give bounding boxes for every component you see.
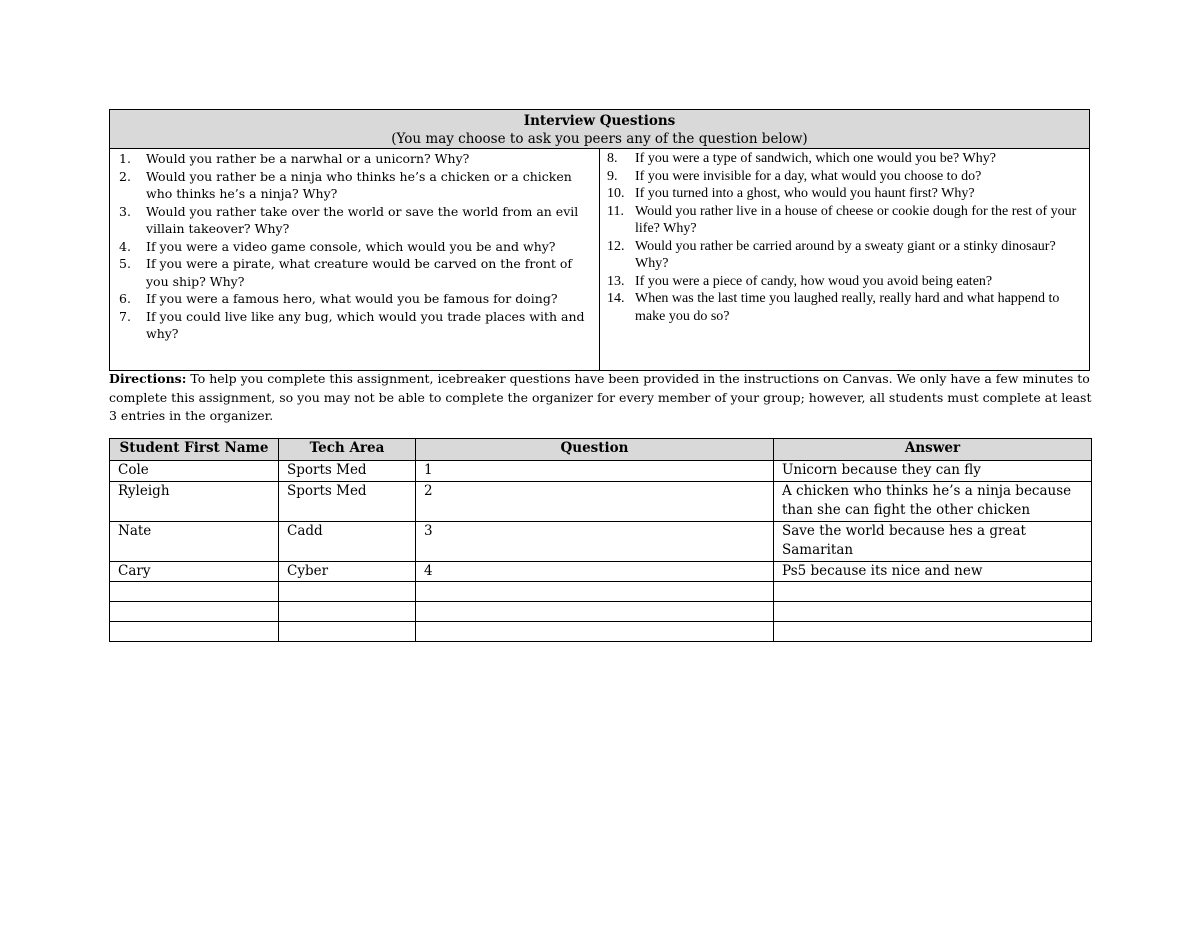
question-item: [600, 203, 1089, 238]
table-row: [110, 602, 1092, 622]
student-first-name-cell[interactable]: Ryleigh: [110, 481, 279, 521]
question-cell[interactable]: [416, 602, 774, 622]
student-first-name-cell[interactable]: [110, 602, 279, 622]
question-cell[interactable]: [416, 582, 774, 602]
table-row: [110, 461, 1092, 482]
directions-paragraph: [109, 370, 1094, 426]
questions-subtitle: (You may choose to ask you peers any of the question below): [391, 131, 808, 147]
table-row: [110, 582, 1092, 602]
question-item: [600, 168, 1089, 186]
answer-cell[interactable]: [774, 602, 1092, 622]
answer-cell[interactable]: [774, 582, 1092, 602]
column-header-question: Question: [416, 439, 774, 461]
question-cell[interactable]: 2: [416, 481, 774, 521]
question-text: If you were invisible for a day, what would you choose to do?: [635, 168, 982, 184]
question-number: 9.: [607, 168, 618, 184]
student-first-name-cell[interactable]: Cole: [110, 461, 279, 482]
question-number: 4.: [119, 238, 131, 254]
question-text: Would you rather be carried around by a sweaty giant or a stinky dinosaur? Why?: [635, 238, 1056, 271]
question-number: 5.: [119, 256, 131, 271]
question-item: [110, 203, 599, 238]
tech-area-cell[interactable]: Cyber: [279, 561, 416, 582]
answer-cell[interactable]: [774, 622, 1092, 642]
question-number: 2.: [119, 168, 131, 184]
question-cell[interactable]: 3: [416, 521, 774, 561]
organizer-table: [109, 438, 1092, 642]
question-item: [600, 150, 1089, 168]
question-number: 1.: [119, 151, 131, 166]
question-number: 3.: [119, 203, 131, 219]
question-number: 10.: [607, 186, 625, 201]
question-text: If you were a piece of candy, how woud you avoid being eaten?: [635, 273, 993, 289]
question-text: If you were a type of sandwich, which one would you be? Why?: [635, 151, 996, 166]
question-text: If you were a video game console, which would you be and why?: [146, 238, 556, 254]
question-text: When was the last time you laughed really, really hard and what happend to make you do so?: [635, 291, 1060, 324]
question-cell[interactable]: 4: [416, 561, 774, 582]
question-item: [110, 238, 599, 256]
directions-text: To help you complete this assignment, icebreaker questions have been provided in the instructions on Canvas. We only have a few minutes to complete this assignment, so you may not be able to complete the organizer for every member of your group; however, all students must complete at least 3 entries in the organizer.: [109, 371, 1092, 423]
question-number: 14.: [607, 291, 625, 306]
question-text: If you could live like any bug, which would you trade places with and why?: [146, 308, 585, 341]
table-row: [110, 521, 1092, 561]
questions-body: [110, 149, 1089, 370]
questions-left-column: [110, 149, 600, 370]
organizer-header-row: [110, 439, 1092, 461]
question-item: [110, 255, 599, 290]
question-number: 11.: [607, 203, 624, 219]
question-text: Would you rather be a narwhal or a unicorn? Why?: [146, 151, 470, 166]
question-text: If you turned into a ghost, who would you haunt first? Why?: [635, 186, 975, 201]
student-first-name-cell[interactable]: [110, 582, 279, 602]
tech-area-cell[interactable]: Cadd: [279, 521, 416, 561]
question-number: 7.: [119, 308, 131, 324]
questions-right-column: [600, 149, 1089, 370]
student-first-name-cell[interactable]: [110, 622, 279, 642]
question-number: 8.: [607, 151, 618, 166]
question-cell[interactable]: 1: [416, 461, 774, 482]
column-header-answer: Answer: [774, 439, 1092, 461]
question-number: 13.: [607, 273, 625, 289]
question-item: [110, 168, 599, 203]
question-text: If you were a pirate, what creature would be carved on the front of you ship? Why?: [146, 256, 573, 289]
question-text: Would you rather be a ninja who thinks he’s a chicken or a chicken who thinks he’s a ninja? Why?: [146, 168, 572, 201]
question-text: If you were a famous hero, what would you be famous for doing?: [146, 291, 558, 306]
column-header-student-first-name: Student First Name: [110, 439, 279, 461]
tech-area-cell[interactable]: [279, 622, 416, 642]
tech-area-cell[interactable]: [279, 582, 416, 602]
tech-area-cell[interactable]: Sports Med: [279, 461, 416, 482]
question-number: 12.: [607, 238, 625, 254]
table-row: [110, 481, 1092, 521]
answer-cell[interactable]: Unicorn because they can fly: [774, 461, 1092, 482]
question-item: [600, 238, 1089, 273]
questions-title: Interview Questions: [523, 113, 676, 129]
answer-cell[interactable]: A chicken who thinks he’s a ninja because than she can fight the other chicken: [774, 481, 1092, 521]
student-first-name-cell[interactable]: Nate: [110, 521, 279, 561]
question-item: [600, 273, 1089, 291]
question-item: [600, 185, 1089, 203]
questions-header: [110, 110, 1089, 149]
question-item: [110, 290, 599, 308]
tech-area-cell[interactable]: Sports Med: [279, 481, 416, 521]
question-cell[interactable]: [416, 622, 774, 642]
question-text: Would you rather live in a house of cheese or cookie dough for the rest of your life? Why?: [635, 203, 1077, 236]
answer-cell[interactable]: Ps5 because its nice and new: [774, 561, 1092, 582]
question-item: [600, 290, 1089, 325]
student-first-name-cell[interactable]: Cary: [110, 561, 279, 582]
interview-questions-box: [109, 109, 1090, 371]
tech-area-cell[interactable]: [279, 602, 416, 622]
question-number: 6.: [119, 291, 131, 306]
question-item: [110, 308, 599, 343]
column-header-tech-area: Tech Area: [279, 439, 416, 461]
question-item: [110, 150, 599, 168]
answer-cell[interactable]: Save the world because hes a great Samaritan: [774, 521, 1092, 561]
question-text: Would you rather take over the world or save the world from an evil villain takeover? Why?: [146, 203, 579, 236]
table-row: [110, 561, 1092, 582]
directions-label: Directions:: [109, 371, 187, 386]
table-row: [110, 622, 1092, 642]
